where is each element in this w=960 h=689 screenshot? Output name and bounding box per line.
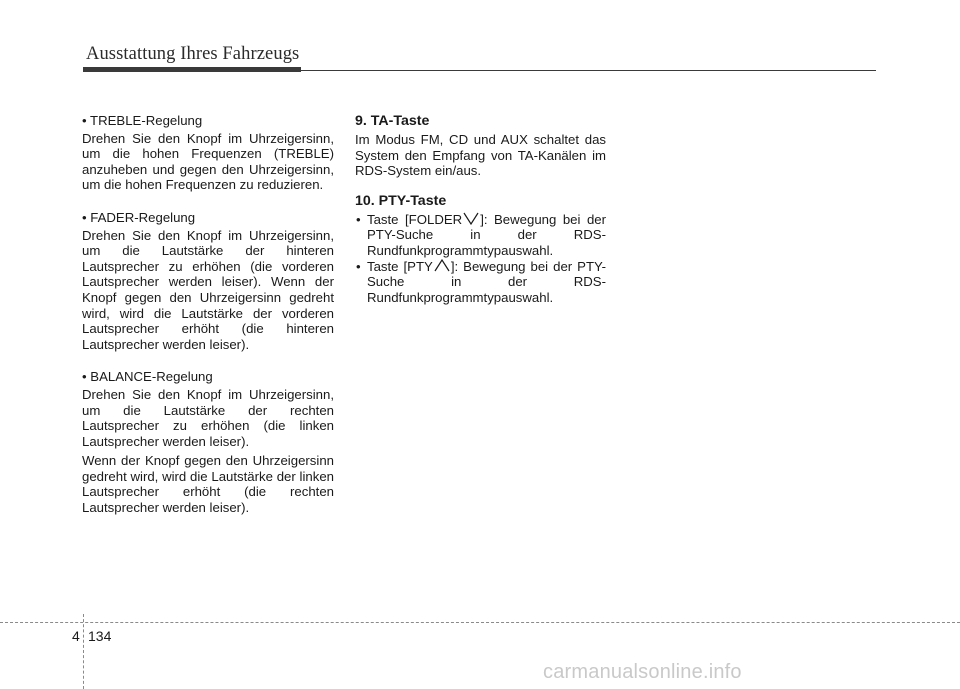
- footer-rule: [0, 622, 960, 623]
- pty-heading: 10. PTY-Taste: [355, 192, 447, 209]
- treble-heading: • TREBLE-Regelung: [82, 113, 203, 128]
- header-rule: [83, 70, 876, 71]
- chevron-up-icon: [434, 259, 450, 272]
- list-item-prefix: Taste [FOLDER: [367, 211, 463, 227]
- fader-text: Drehen Sie den Knopf im Uhrzeigersinn, um die Lautstärke der hinteren Lautsprecher zu erhöhen (die vorderen Lautsprecher werden leiser). Wenn der Knopf gegen den Uhrzeigersinn gedreht wird, wird die Lautstärke der vorderen Lautsprecher erhöht (die hinteren Lautsprecher werden leiser).: [82, 227, 334, 352]
- right-column: [355, 113, 606, 305]
- left-column: [82, 113, 334, 516]
- pty-list: [355, 212, 606, 306]
- page-number: 134: [88, 628, 112, 644]
- list-item: [355, 259, 606, 306]
- ta-text: Im Modus FM, CD und AUX schaltet das System den Empfang von TA-Kanälen im RDS-System ein/aus.: [355, 132, 606, 179]
- list-item-suffix: ]: Bewegung bei der PTY-Suche in der RDS-Rundfunkprogrammtypauswahl.: [367, 258, 607, 305]
- fader-heading: • FADER-Regelung: [82, 209, 196, 225]
- treble-text: Drehen Sie den Knopf im Uhrzeigersinn, um die hohen Frequenzen (TREBLE) anzuheben und gegen den Uhrzeigersinn, um die hohen Frequenzen zu reduzieren.: [82, 130, 334, 193]
- balance-text-1: Drehen Sie den Knopf im Uhrzeigersinn, um die Lautstärke der rechten Lautsprecher zu erhöhen (die linken Lautsprecher werden leiser).: [82, 386, 334, 449]
- balance-text-2: Wenn der Knopf gegen den Uhrzeigersinn gedreht wird, wird die Lautstärke der linken Lautsprecher erhöht (die rechten Lautsprecher werden leiser).: [82, 453, 334, 516]
- bullet: •: [356, 258, 361, 274]
- bullet: •: [356, 211, 361, 227]
- footer-divider: [83, 614, 84, 689]
- page-header-title: Ausstattung Ihres Fahrzeugs: [86, 44, 300, 64]
- chapter-number: 4: [72, 628, 80, 644]
- chevron-down-icon: [463, 212, 479, 225]
- watermark: carmanualsonline.info: [543, 661, 742, 683]
- list-item: [355, 212, 606, 259]
- list-item-suffix: ]: Bewegung bei der PTY-Suche in der RDS-Rundfunkprogrammtypauswahl.: [367, 211, 606, 258]
- list-item-prefix: Taste [PTY: [367, 258, 433, 274]
- ta-heading: 9. TA-Taste: [355, 113, 430, 129]
- balance-heading: • BALANCE-Regelung: [82, 369, 213, 385]
